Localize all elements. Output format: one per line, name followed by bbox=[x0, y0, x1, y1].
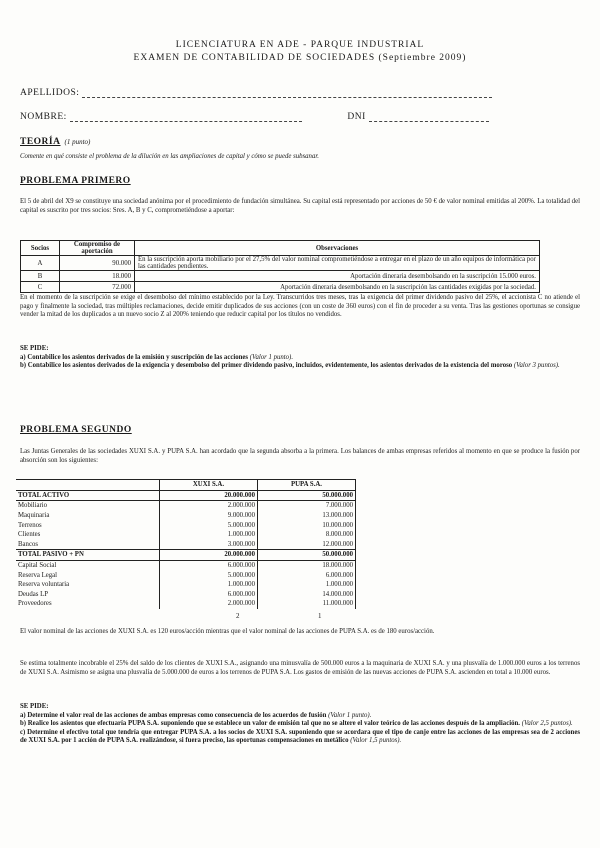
xuxi-value-cell: 2.000.000 bbox=[159, 501, 257, 511]
xuxi-value-cell: 6.000.000 bbox=[159, 590, 257, 600]
apellidos-label: APELLIDOS: bbox=[20, 88, 80, 98]
xuxi-value-cell: 9.000.000 bbox=[159, 511, 257, 521]
balance-label-cell: Reserva voluntaria bbox=[18, 581, 70, 589]
balance-table bbox=[16, 479, 356, 609]
teoria-points: (1 punto) bbox=[64, 138, 91, 146]
table-row bbox=[16, 490, 356, 501]
problema1-sepide bbox=[20, 345, 580, 371]
table-row bbox=[16, 501, 356, 511]
sepide-item-2: b) Realice los asientos que efectuaría PUPA S.A. suponiendo que se establece un valor de emisión tal que no se altere el valor teórico de las acciones después de la ampliación. (Valor 2,5 puntos). bbox=[20, 720, 573, 728]
balance-label-cell: Proveedores bbox=[18, 600, 52, 608]
xuxi-value-cell: 20.000.000 bbox=[159, 550, 257, 561]
socio-cell: C bbox=[21, 282, 60, 293]
pupa-value-cell: 13.000.000 bbox=[257, 511, 355, 521]
sepide-item-3: c) Determine el efectivo total que tendría que entregar PUPA S.A. a los socios de XUXI S.A. suponiendo que se acordara que el tipo de canje entre las acciones de las empresas sea de 2 acciones de XUXI S.A. por 1 acción de PUPA S.A. realizándose, si fuera preciso, las oportunas compensaciones en metálico (Valor 1,5 puntos). bbox=[20, 728, 580, 745]
table-row bbox=[16, 590, 356, 600]
problema1-title: PROBLEMA PRIMERO bbox=[20, 176, 131, 186]
pupa-value-cell: 18.000.000 bbox=[257, 560, 355, 570]
nombre-line bbox=[70, 112, 302, 122]
table-row bbox=[16, 560, 356, 570]
table-row bbox=[21, 256, 540, 271]
pupa-value-cell: 14.000.000 bbox=[257, 590, 355, 600]
observacion-cell: En la suscripción aporta mobiliario por el 27,5% del valor nominal comprometiéndose a entregar en el plazo de un año equipos de informática por las cantidades pendientes. bbox=[135, 256, 540, 271]
balance-label-cell: Maquinaria bbox=[18, 512, 50, 520]
col-pupa: PUPA S.A. bbox=[257, 480, 355, 491]
col-socios: Socios bbox=[21, 241, 60, 256]
sepide-title: SE PIDE: bbox=[20, 703, 49, 710]
table-row bbox=[16, 599, 356, 609]
table-row bbox=[21, 271, 540, 282]
problema1-intro: El 5 de abril del X9 se constituye una sociedad anónima por el procedimiento de fundación simultánea. Su capital está representado por acciones de 50 € de valor nominal emitidas al 200%. La totalidad del capital es suscrito por tres socios: Sres. A, B y C, comprometiéndose a aportar: bbox=[20, 198, 580, 214]
balance-rows bbox=[16, 490, 356, 609]
handwritten-mark-1: 1 bbox=[318, 612, 322, 620]
pupa-value-cell: 11.000.000 bbox=[257, 599, 355, 609]
problema2-sepide bbox=[20, 703, 580, 746]
sepide-item-b: b) Contabilice los asientos derivados de la exigencia y desembolso del primer dividendo pasivo, incluidos, evidentemente, los asientos derivados de la existencia del moroso (Valor 3 puntos). bbox=[20, 362, 560, 370]
col-xuxi: XUXI S.A. bbox=[159, 480, 257, 491]
pupa-value-cell: 12.000.000 bbox=[257, 540, 355, 550]
sepide-item-a: a) Contabilice los asientos derivados de la emisión y suscripción de las acciones (Valor 1 punto). bbox=[20, 353, 294, 361]
balance-table-header bbox=[16, 480, 356, 491]
observacion-cell: Aportación dineraria desembolsando en la suscripción las cantidades exigidas por la sociedad. bbox=[135, 282, 540, 293]
table-row bbox=[16, 530, 356, 540]
table-row bbox=[21, 282, 540, 293]
nombre-label: NOMBRE: bbox=[20, 112, 67, 122]
balance-label-cell: TOTAL PASIVO + PN bbox=[16, 550, 159, 561]
socio-cell: B bbox=[21, 271, 60, 282]
table-row bbox=[16, 570, 356, 580]
table-row bbox=[16, 550, 356, 561]
problema2-para1: El valor nominal de las acciones de XUXI S.A. es 120 euros/acción mientras que el valor nominal de las acciones de PUPA S.A. es de 180 euros/acción. bbox=[20, 628, 435, 635]
pupa-value-cell: 8.000.000 bbox=[257, 530, 355, 540]
balance-label-cell: Terrenos bbox=[18, 521, 42, 529]
socios-table-header bbox=[21, 241, 540, 256]
aportacion-cell: 72.000 bbox=[60, 282, 135, 293]
col-compromiso: Compromiso de aportación bbox=[60, 241, 135, 256]
problema2-para2: Se estima totalmente incobrable el 25% del saldo de los clientes de XUXI S.A., asignando una minusvalía de 500.000 euros a la maquinaria de XUXI S.A. y una plusvalía de 1.000.000 euros a los terrenos de XUXI S.A. Asimismo se asigna una plusvalía de 5.000.000 de euros a los terrenos de PUPA S.A. Los gastos de emisión de las nuevas acciones de PUPA S.A. ascienden en total a 10.000 euros. bbox=[20, 660, 580, 676]
xuxi-value-cell: 20.000.000 bbox=[159, 490, 257, 501]
table-row bbox=[16, 511, 356, 521]
teoria-title: TEORÍA bbox=[20, 137, 61, 147]
socios-table bbox=[20, 240, 540, 293]
pupa-value-cell: 10.000.000 bbox=[257, 520, 355, 530]
table-row bbox=[16, 540, 356, 550]
table-row bbox=[16, 580, 356, 590]
pupa-value-cell: 50.000.000 bbox=[257, 550, 355, 561]
socio-cell: A bbox=[21, 256, 60, 271]
xuxi-value-cell: 6.000.000 bbox=[159, 560, 257, 570]
dni-line bbox=[369, 112, 489, 122]
problema2-intro: Las Juntas Generales de las sociedades XUXI S.A. y PUPA S.A. han acordado que la segunda absorba a la primera. Los balances de ambas empresas referidos al momento en que se produce la fusión por absorción son los siguientes: bbox=[20, 448, 580, 464]
balance-label-cell: Capital Social bbox=[18, 562, 57, 570]
xuxi-value-cell: 3.000.000 bbox=[159, 540, 257, 550]
balance-label-cell: Reserva Legal bbox=[18, 571, 58, 579]
xuxi-value-cell: 5.000.000 bbox=[159, 520, 257, 530]
col-observaciones: Observaciones bbox=[135, 241, 540, 256]
sepide-item-1: a) Determine el valor real de las acciones de ambas empresas como consecuencia de los acuerdos de fusión (Valor 1 punto). bbox=[20, 711, 372, 719]
aportacion-cell: 90.000 bbox=[60, 256, 135, 271]
balance-label-cell: Deudas LP bbox=[18, 590, 49, 598]
sepide-title: SE PIDE: bbox=[20, 345, 49, 352]
exam-title: EXAMEN DE CONTABILIDAD DE SOCIEDADES (Septiembre 2009) bbox=[133, 53, 467, 63]
xuxi-value-cell: 2.000.000 bbox=[159, 599, 257, 609]
pupa-value-cell: 1.000.000 bbox=[257, 580, 355, 590]
apellidos-field[interactable] bbox=[20, 88, 500, 98]
pupa-value-cell: 6.000.000 bbox=[257, 570, 355, 580]
xuxi-value-cell: 1.000.000 bbox=[159, 580, 257, 590]
aportacion-cell: 18.000 bbox=[60, 271, 135, 282]
teoria-question: Comente en qué consiste el problema de la dilución en las ampliaciones de capital y cómo se puede subsanar. bbox=[20, 153, 319, 160]
handwritten-mark-2: 2 bbox=[236, 612, 240, 620]
teoria-heading bbox=[20, 131, 90, 149]
observacion-cell: Aportación dineraria desembolsando en la suscripción 15.000 euros. bbox=[135, 271, 540, 282]
xuxi-value-cell: 5.000.000 bbox=[159, 570, 257, 580]
table-row bbox=[16, 520, 356, 530]
balance-label-cell: TOTAL ACTIVO bbox=[16, 490, 159, 501]
balance-label-cell: Mobiliario bbox=[18, 502, 48, 510]
pupa-value-cell: 7.000.000 bbox=[257, 501, 355, 511]
pupa-value-cell: 50.000.000 bbox=[257, 490, 355, 501]
balance-label-cell: Bancos bbox=[18, 540, 39, 548]
problema2-title: PROBLEMA SEGUNDO bbox=[20, 425, 132, 435]
xuxi-value-cell: 1.000.000 bbox=[159, 530, 257, 540]
exam-institution: LICENCIATURA EN ADE - PARQUE INDUSTRIAL bbox=[175, 40, 425, 50]
problema1-body: En el momento de la suscripción se exige el desembolso del mínimo establecido por la Ley. Transcurridos tres meses, tras la exigencia del primer dividendo pasivo del 25%, el accionista C no atiende el pago y finalmente la sociedad, tras múltiples reclamaciones, decide emitir duplicados de sus acciones (con un coste de 360 euros) con el fin de proceder a su venta. Tras las gestiones oportunas se consigue vender la mitad de los duplicados a un nuevo socio Z al 200% teniendo que reducir capital por los títulos no vendidos. bbox=[20, 294, 580, 319]
apellidos-line bbox=[82, 88, 492, 98]
nombre-field[interactable] bbox=[20, 112, 580, 122]
dni-label: DNI bbox=[347, 112, 366, 122]
balance-label-cell: Clientes bbox=[18, 531, 41, 539]
